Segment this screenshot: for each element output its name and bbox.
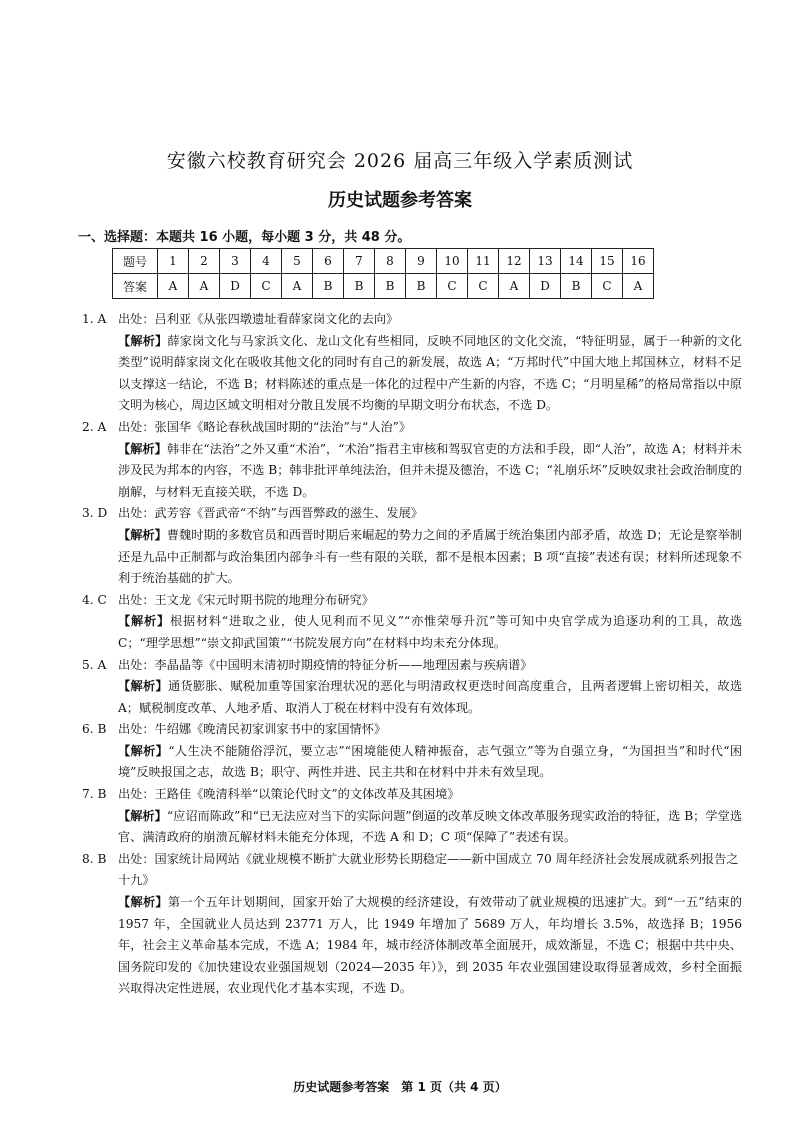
answer-cell: B	[375, 274, 406, 299]
question-source: 出处：王文龙《宋元时期书院的地理分布研究》	[118, 592, 374, 607]
question-source: 出处：王路佳《晚清科举“以策论代时文”的文体改革及其困境》	[118, 787, 460, 802]
question-label: 8. B	[82, 851, 107, 866]
answer-cell: C	[437, 274, 468, 299]
question-number-cell: 7	[344, 249, 375, 274]
answer-cell: A	[499, 274, 530, 299]
question-number-cell: 10	[437, 249, 468, 274]
question-number-cell: 9	[406, 249, 437, 274]
question-item	[82, 655, 742, 720]
answer-cell: A	[623, 274, 654, 299]
question-source: 出处：张国华《略论春秋战国时期的“法治”与“人治”》	[118, 419, 412, 434]
analysis-text: 第一个五年计划期间，国家开始了大规模的经济建设，有效带动了就业规模的迅速扩大。到“一五”结束的 1957 年，全国就业人员达到 23771 万人，比 1949 年增加了 5689 万人，年均增长 3.5%，故选择 B；1956 年，社会主义革命基本完成，不选 A；1984 年，城市经济体制改革全面展开，成效渐显，不选 C；根据中共中央、国务院印发的《加快建设农业强国规划（2024—2035 年）》，到 2035 年农业强国建设取得显著成效，乡村全面振兴取得决定性进展，农业现代化才基本实现，不选 D。	[118, 895, 743, 996]
question-explanations	[82, 309, 742, 1000]
question-number-cell: 5	[282, 249, 313, 274]
question-label: 6. B	[82, 722, 107, 737]
answer-cell: D	[530, 274, 561, 299]
analysis-text: “人生决不能随俗浮沉，要立志”“困境能使人精神振奋，志气强立”等为自强立身，“为国担当”和时代“困境”反映报国之志，故选 B；职守、两性并进、民主共和在材料中并未有效呈现。	[118, 743, 743, 780]
answer-cell: C	[251, 274, 282, 299]
question-label: 4. C	[82, 592, 107, 607]
section-heading: 一、选择题：本题共 16 小题，每小题 3 分，共 48 分。	[78, 230, 411, 245]
answer-cell: A	[158, 274, 189, 299]
question-number-cell: 15	[592, 249, 623, 274]
question-label: 3. D	[82, 506, 108, 521]
question-number-cell: 13	[530, 249, 561, 274]
analysis-text: 通货膨胀、赋税加重等国家治理状况的恶化与明清政权更迭时间高度重合，且两者逻辑上密切相关，故选 A；赋税制度改革、人地矛盾、取消人丁税在材料中没有有效体现。	[118, 679, 743, 715]
answer-cell: B	[561, 274, 592, 299]
answer-row	[113, 274, 654, 299]
answer-cell: D	[220, 274, 251, 299]
answer-cell: A	[282, 274, 313, 299]
answer-cell: A	[189, 274, 220, 299]
question-number-cell: 11	[468, 249, 499, 274]
answer-table	[112, 248, 654, 299]
question-number-cell: 3	[220, 249, 251, 274]
analysis-text: “应诏而陈政”和“已无法应对当下的实际问题”倒逼的改革反映文体改革服务现实政治的特征，选 B；学堂选官、满清政府的崩溃瓦解材料未能充分体现，不选 A 和 D；C 项“保障了”表述有误。	[118, 808, 743, 845]
row-label-answer: 答案	[113, 274, 158, 299]
document-subtitle: 历史试题参考答案	[328, 190, 472, 211]
analysis-tag: 【解析】	[118, 614, 170, 629]
exam-title: 安徽六校教育研究会 2026 届高三年级入学素质测试	[166, 150, 634, 172]
question-number-cell: 8	[375, 249, 406, 274]
question-item	[82, 849, 742, 1000]
analysis-text: 韩非在“法治”之外又重“术治”，“术治”指君主审核和驾驭官吏的方法和手段，即“人治”，故选 A；材料并未涉及民为邦本的内容，不选 B；韩非批评单纯法治，但并未提及德治，不选 C；“礼崩乐坏”反映奴隶社会政治制度的崩解，与材料无直接关联，不选 D。	[118, 441, 742, 499]
question-number-cell: 16	[623, 249, 654, 274]
question-item	[82, 719, 742, 784]
question-label: 2. A	[82, 419, 107, 434]
question-number-cell: 12	[499, 249, 530, 274]
question-number-row	[113, 249, 654, 274]
question-item	[82, 503, 742, 589]
question-source: 出处：牛绍娜《晚清民初家训家书中的家国情怀》	[118, 722, 387, 737]
analysis-tag: 【解析】	[118, 895, 168, 910]
question-number-cell: 2	[189, 249, 220, 274]
question-label: 1. A	[82, 312, 107, 326]
question-number-cell: 14	[561, 249, 592, 274]
question-label: 5. A	[82, 657, 107, 672]
analysis-text: 根据材料“进取之业，使人见利而不见义”“亦惟荣辱升沉”等可知中央官学成为追逐功利的工具，故选 C；“理学思想”“崇文抑武国策”“书院发展方向”在材料中均未充分体现。	[118, 614, 743, 650]
question-item	[82, 784, 742, 849]
analysis-tag: 【解析】	[118, 679, 168, 694]
question-source: 出处：吕利亚《从张四墩遗址看薛家岗文化的去向》	[118, 312, 399, 326]
question-label: 7. B	[82, 787, 107, 802]
answer-cell: C	[468, 274, 499, 299]
question-number-cell: 6	[313, 249, 344, 274]
analysis-tag: 【解析】	[118, 333, 168, 348]
question-source: 出处：武芳容《晋武帝“不纳”与西晋弊政的滋生、发展》	[118, 506, 423, 521]
analysis-tag: 【解析】	[118, 743, 169, 758]
analysis-tag: 【解析】	[118, 441, 167, 456]
analysis-text: 薛家岗文化与马家浜文化、龙山文化有些相同，反映不同地区的文化交流，“特征明显，属于一种新的文化类型”说明薛家岗文化在吸收其他文化的同时有自己的新发展，故选 A；“万邦时代”中国大地上邦国林立，材料不足以支撑这一结论，不选 B；材料陈述的重点是一体化的过程中产生新的内容，不选 C；“月明星稀”的格局常指以中原文明为核心，周边区域文明相对分散且发展不均衡的早期文明分布状态，不选 D。	[118, 333, 742, 413]
question-number-cell: 4	[251, 249, 282, 274]
question-item	[82, 417, 742, 503]
question-source: 出处：国家统计局网站《就业规模不断扩大就业形势长期稳定——新中国成立 70 周年经济社会发展成就系列报告之十九》	[118, 851, 739, 888]
question-number-cell: 1	[158, 249, 189, 274]
answer-cell: B	[344, 274, 375, 299]
answer-cell: C	[592, 274, 623, 299]
analysis-tag: 【解析】	[118, 527, 167, 542]
page-footer: 历史试题参考答案 第 1 页（共 4 页）	[293, 1080, 507, 1094]
question-item	[82, 309, 742, 417]
question-item	[82, 590, 742, 655]
answer-cell: B	[313, 274, 344, 299]
analysis-text: 曹魏时期的多数官员和西晋时期后来崛起的势力之间的矛盾属于统治集团内部矛盾，故选 D；无论是察举制还是九品中正制都与政治集团内部争斗有一些有限的关联，都不是根本因素；B 项“直接”表述有误；材料所述现象不利于统治基础的扩大。	[118, 527, 742, 586]
answer-cell: B	[406, 274, 437, 299]
question-source: 出处：李晶晶等《中国明末清初时期疫情的特征分析——地理因素与疾病谱》	[118, 657, 533, 672]
analysis-tag: 【解析】	[118, 808, 167, 823]
row-label-number: 题号	[113, 249, 158, 274]
